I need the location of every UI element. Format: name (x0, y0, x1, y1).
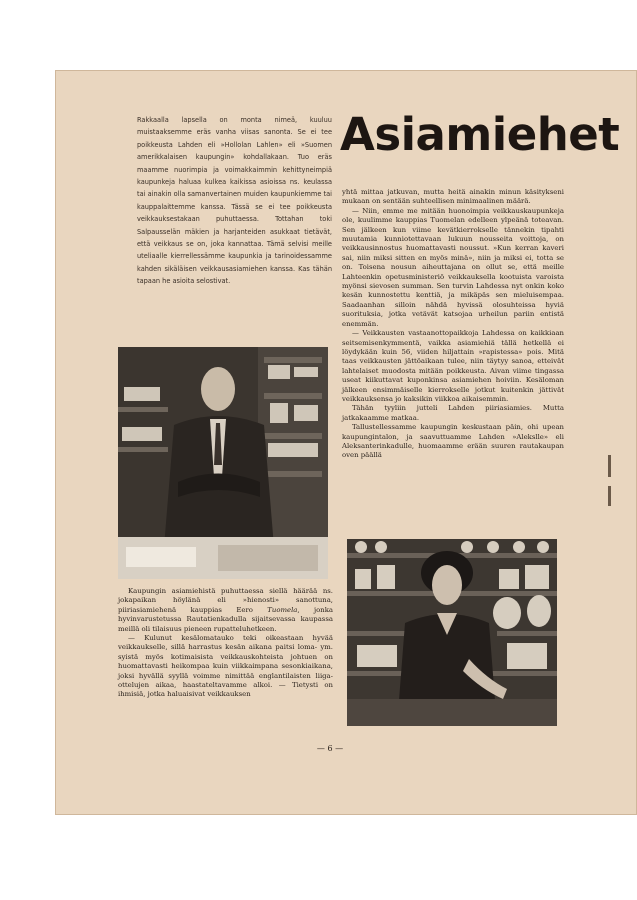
binding-mark (608, 455, 611, 477)
paragraph: yhtä mittaa jatkuvan, mutta heitä ainakin minun käsitykseni mukaan on sentään suhteellisen minimaalinen määrä. (342, 188, 564, 206)
article-title: Asiamiehet (340, 108, 620, 161)
name-italic: Tuomela (267, 605, 298, 614)
binding-mark (608, 486, 611, 506)
paragraph: Tallustellessamme kaupungin keskustaan päin, ohi upean kaupungintalon, ja saavuttuamme Lahden »Alekslle» eli Aleksanterinkadulle, huomaamme erään suuren rautakaupan oven päällä (342, 423, 564, 460)
paragraph (118, 587, 333, 634)
intro-paragraph: Rakkaalla lapsella on monta nimeä, kuuluu muistaaksemme eräs vanha viisas sanonta. Se ei tee poikkeusta Lahden eli »Hollolan Lahlen» eli »Suomen amerikkalaisen kaupungin» kohdallakaan. Tuo eräs maamme nuorimpia ja voimakkaimmin kehittyneimpiä kaupunkeja haluaa kulkea kaikissa asioissa ns. keulassa tai ainakin olla samanvertainen muiden kaupunkiemme tai kauppalaittemme kanssa. Tässä se ei tee poikkeusta veikkauksestakaan puhuttaessa. Tottahan toki Salpausselän mäkien ja harjanteiden asukkaat tietävät, että veikkaus se on, joka kannattaa. Tämä selvisi meille uteliaalle kierrellessämme kaupunkia ja tarinoidessamme kahden sikäläisen veikkausasiamiehen kanssa. Kas tähän tapaan he asioita selostivat. (137, 116, 332, 286)
text-run: Kaupungin asiamiehistä puhuttaessa siellä häärää ns. jokapaikan höylänä eli »hienosti» sanottuna, piiriasiamiehenä kauppias Eero (118, 587, 333, 614)
paragraph: Tähän tyyliin jutteli Lahden piiriasiamies. Mutta jatkakaamme matkaa. (342, 404, 564, 422)
photo-merchant-woman (347, 539, 557, 726)
page-number: — 6 — (316, 744, 344, 753)
photo-merchant-man (118, 347, 328, 579)
paragraph: — Niin, emme me mitään huonoimpia veikkauskaupunkeja ole, kuulimme kauppias Tuomelan edelleen ylpeänä toteavan. Sen jälkeen kun viime kevätkierrokselle tännekin tipahti muutamia kunniotettavaan lukuun nousseita voittoja, on veikkausinnostus huomattavasti noussut. »Kun kerran kaveri sai, niin miksi sitten en myös minä», niin ja miksi ei, totta se on. Toisena nousun aiheuttajana on ollut se, että meille Lahteenkin opetusministeriö veikkauksella kootuista varoista myönsi sievosen summan. Sen turvin Lahdessa nyt onkin koko kesän kunnostettu kenttiä, ja mikäpäs sen mieluisempaa. Saadaanhan silloin nähdä hyvissä olosuhteissa hyviä suorituksia, jotka vetävät katsojaa urheilun pariin entistä enemmän. (342, 206, 564, 328)
paragraph: — Veikkausten vastaanottopaikkoja Lahdessa on kaikkiaan seitsemisenkymmentä, vaikka asiamiehiä tällä hetkellä ei löydykään kuin 56, viiden hiljattain »rapistessa» pois. Mitä taas veikkausten jättöaikaan tulee, niin täytyy sanoa, etteivät lahtelaiset muodosta mitään poikkeusta. Aivan viime tingassa useat kiikuttavat kuponkinsa asiamiehen hoiviin. Kesäloman jälkeen ensimmäiselle kierrokselle jotkut kuitenkin jättivät veikkauksensa jo kaksikin viikkoa aikaisemmin. (342, 329, 564, 403)
paragraph: — Kulunut kesälomatauko teki oikeastaan hyvää veikkaukselle, sillä harrastus kesän aikana paitsi loma- ym. syistä myös kotimaisista veikkauskohteista johtuen on huomattavasti heikompaa kuin viikkaimpana sesonkiaikana, joksi hyvällä syyllä voimme nimittää englantilaisten liiga-ottelujen aikaa, haastateltavamme alkoi. — Tietysti on ihmisiä, jotka haluaisivat veikkauksen (118, 634, 333, 699)
left-column-text (118, 587, 333, 700)
text-run: , jonka hyvinvarustetussa Rautatienkadulla sijaitsevassa kaupassa meillä oli tilaisuus pieneen rupatteluhetkeen. (118, 605, 334, 633)
right-column-text (342, 188, 564, 461)
